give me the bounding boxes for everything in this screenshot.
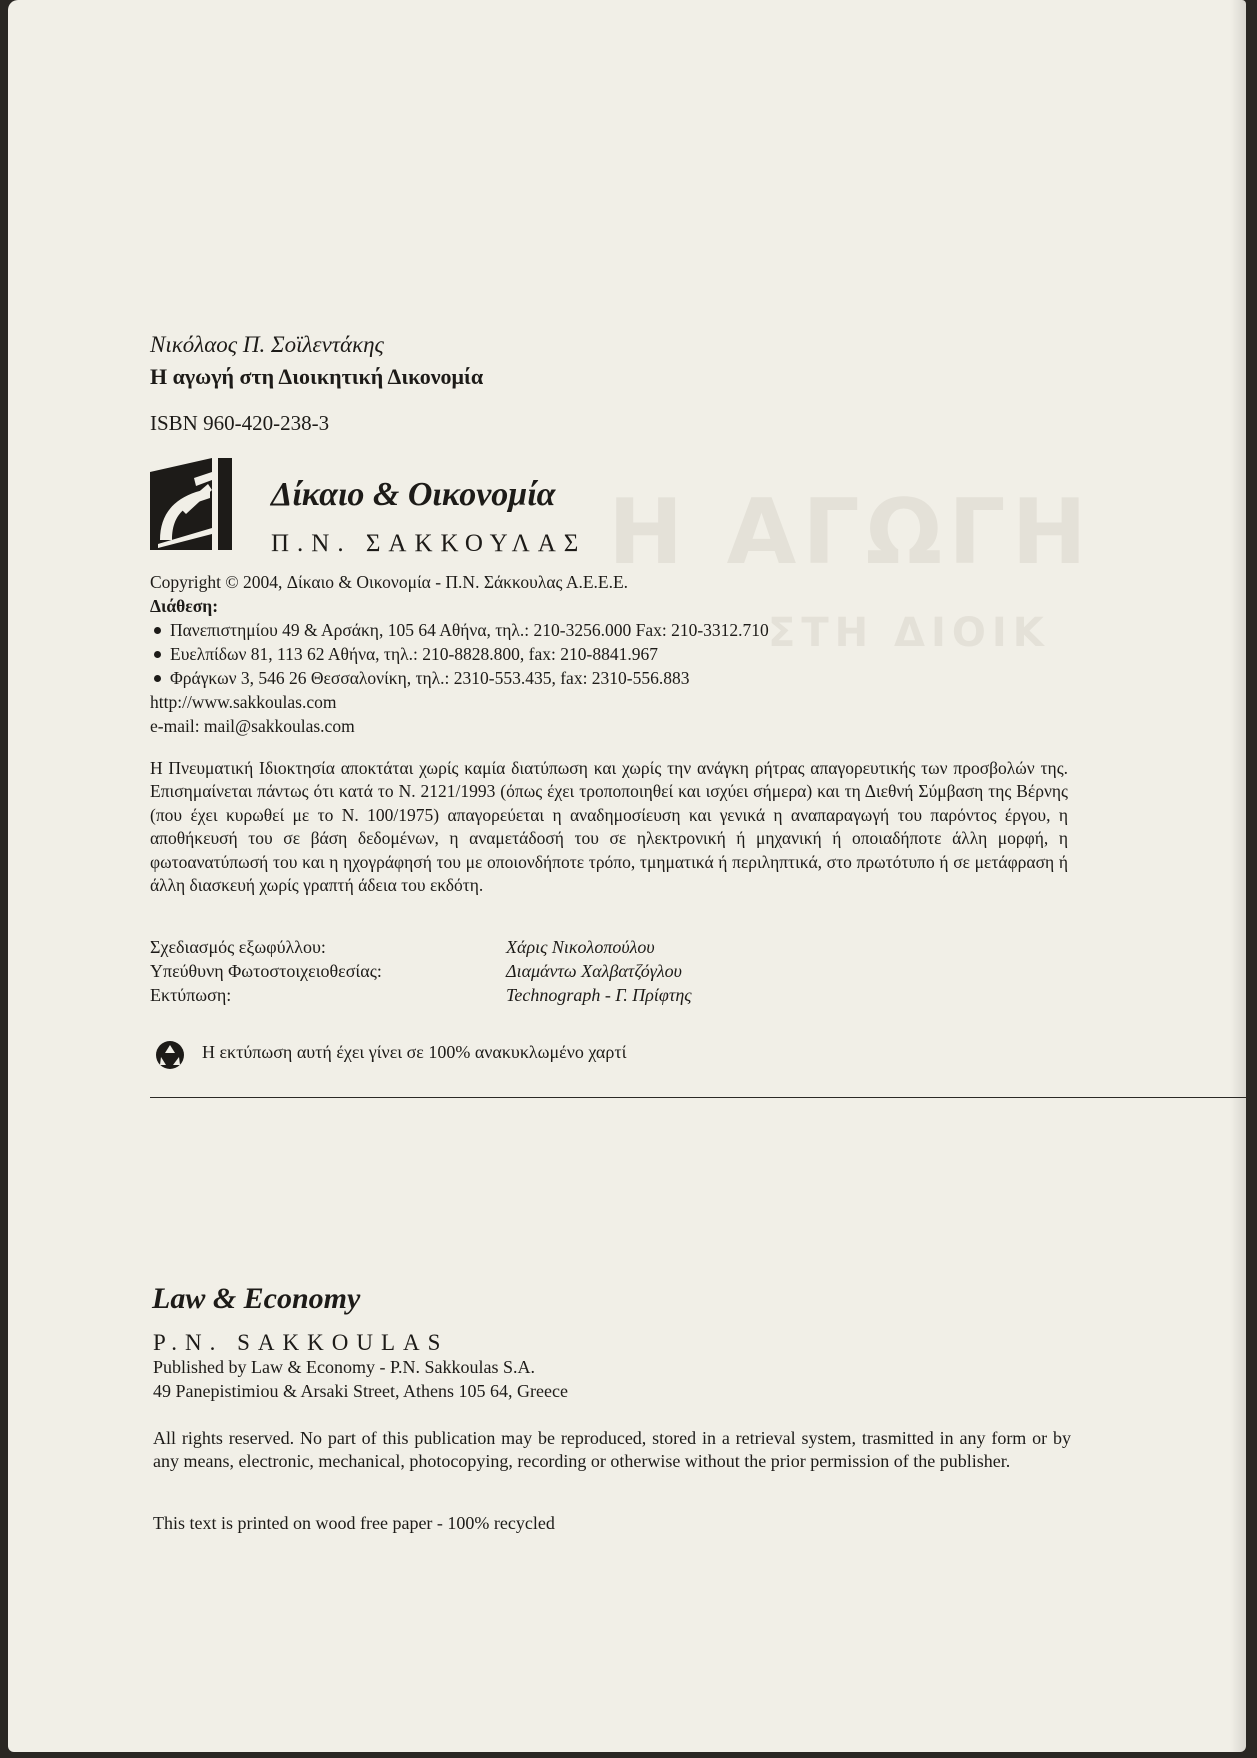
- credit-value: Technograph - Γ. Πρίφτης: [506, 985, 692, 1005]
- bullet-icon: [154, 651, 161, 658]
- copyright-page: [8, 0, 1246, 1752]
- isbn: ISBN 960-420-238-3: [150, 411, 330, 435]
- credit-label: Σχεδιασμός εξωφύλλου:: [150, 937, 326, 957]
- publisher-logo-icon: [150, 458, 236, 550]
- publisher-name-greek: Δίκαιο & Οικονομία: [271, 476, 556, 513]
- section-divider: [150, 1097, 1246, 1098]
- publisher-subname-english: P.N. SAKKOULAS: [153, 1330, 449, 1355]
- credit-value: Διαμάντω Χαλβατζόγλου: [506, 961, 682, 981]
- credit-label: Εκτύπωση:: [150, 985, 232, 1005]
- copyright-notice-greek: Η Πνευματική Ιδιοκτησία αποκτάται χωρίς καμία διατύπωση και χωρίς την ανάγκη ρήτρας απαγορευτικής των προσβολών της. Επισημαίνεται πάντως ότι κατά το Ν. 2121/1993 (όπως έχει τροποποιηθεί και ισχύει σήμερα) και τη Διεθνή Σύμβαση της Βέρνης (που έχει κυρωθεί με το Ν. 100/1975) απαγορεύεται η αναδημοσίευση και γενικά η αναπαραγωγή του παρόντος έργου, η αποθήκευσή του σε βάση δεδομένων, η αναμετάδοσή του σε ηλεκτρονική ή μηχανική ή οποιαδήποτε άλλη μορφή, η φωτοανατύπωσή του και η ηχογράφησή του με οποιονδήποτε τρόπο, τμηματικά ή περιληπτικά, στο πρωτότυπο ή σε μετάφραση ή άλλη διασκευή χωρίς γραπτή άδεια του εκδότη.: [150, 758, 1068, 896]
- credit-value: Χάρις Νικολοπούλου: [506, 937, 655, 957]
- recycled-paper-note-greek: Η εκτύπωση αυτή έχει γίνει σε 100% ανακυκλωμένο χαρτί: [202, 1042, 627, 1062]
- book-title: Η αγωγή στη Διοικητική Δικονομία: [150, 364, 484, 389]
- recycle-icon: [155, 1040, 185, 1070]
- address-item: Πανεπιστημίου 49 & Αρσάκη, 105 64 Αθήνα, τηλ.: 210-3256.000 Fax: 210-3312.710: [150, 620, 769, 641]
- distribution-label: Διάθεση:: [150, 596, 219, 616]
- page-edge-shadow: [1230, 0, 1246, 1752]
- bleed-through-subtitle: ΣΤΗ ΔΙΟΙΚ: [768, 610, 1050, 656]
- copyright-line: Copyright © 2004, Δίκαιο & Οικονομία - Π.Ν. Σάκκουλας Α.Ε.Ε.Ε.: [150, 572, 629, 592]
- author-name: Νικόλαος Π. Σοϊλεντάκης: [150, 332, 384, 357]
- credit-label: Υπεύθυνη Φωτοστοιχειοθεσίας:: [150, 961, 382, 981]
- publisher-address-english: 49 Panepistimiou & Arsaki Street, Athens 105 64, Greece: [153, 1381, 568, 1401]
- bullet-icon: [154, 627, 161, 634]
- bleed-through-title: Η ΑΓΩΓΗ: [608, 480, 1093, 585]
- address-item: Φράγκων 3, 546 26 Θεσσαλονίκη, τηλ.: 2310-553.435, fax: 2310-556.883: [150, 668, 690, 689]
- rights-notice-english: All rights reserved. No part of this publication may be reproduced, stored in a retrieval system, trasmitted in any form or by any means, electronic, mechanical, photocopying, recording or otherwise without the prior permission of the publisher.: [153, 1428, 1071, 1471]
- address-item: Ευελπίδων 81, 113 62 Αθήνα, τηλ.: 210-8828.800, fax: 210-8841.967: [150, 644, 658, 665]
- bullet-icon: [154, 675, 161, 682]
- publisher-name-english: Law & Economy: [152, 1282, 361, 1315]
- published-by-line: Published by Law & Economy - P.N. Sakkoulas S.A.: [153, 1357, 535, 1377]
- publisher-subname-greek: Π.Ν. ΣΑΚΚΟΥΛΑΣ: [271, 530, 587, 557]
- email-link[interactable]: e-mail: mail@sakkoulas.com: [150, 716, 355, 736]
- recycled-paper-note-english: This text is printed on wood free paper - 100% recycled: [153, 1513, 555, 1533]
- website-link[interactable]: http://www.sakkoulas.com: [150, 692, 337, 712]
